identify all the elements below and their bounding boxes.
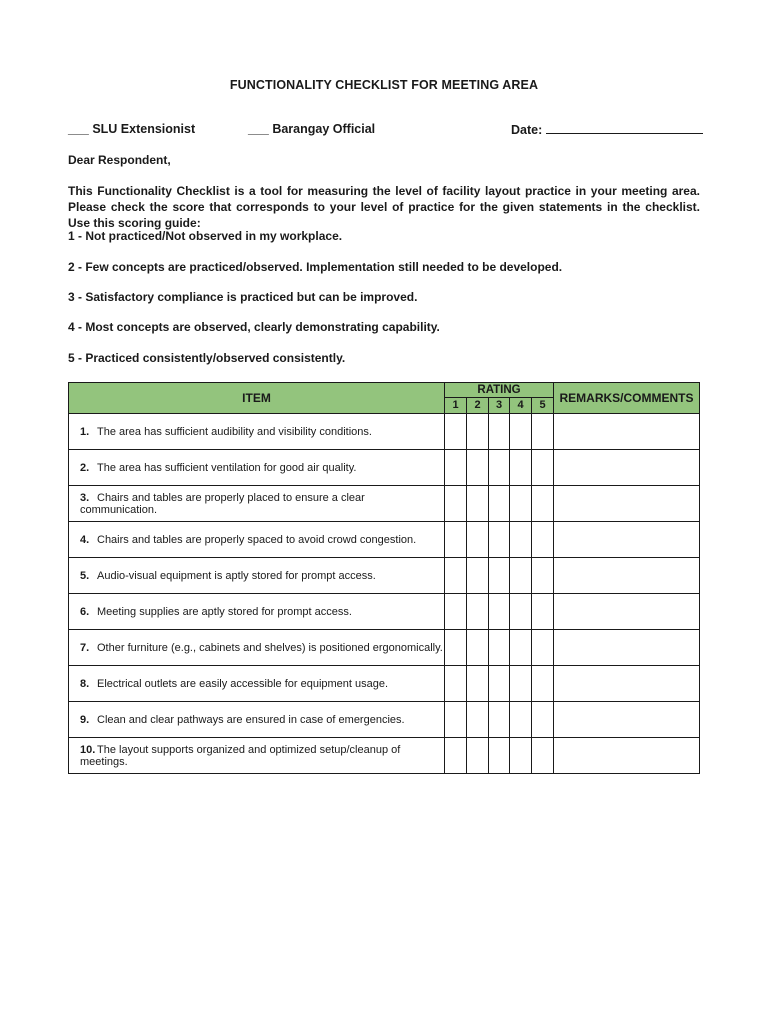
remarks-cell[interactable] <box>554 414 700 450</box>
item-cell <box>69 702 445 738</box>
rating-5-cell[interactable] <box>532 666 554 702</box>
item-cell <box>69 666 445 702</box>
table-row <box>69 666 700 702</box>
item-cell <box>69 522 445 558</box>
rating-4-cell[interactable] <box>510 414 532 450</box>
rating-3-cell[interactable] <box>489 702 510 738</box>
item-number: 2. <box>80 461 90 474</box>
scoring-guide-item: 2 - Few concepts are practiced/observed. Implementation still needed to be developed. <box>68 260 563 274</box>
item-cell <box>69 594 445 630</box>
rating-1-cell[interactable] <box>445 630 467 666</box>
rating-4-cell[interactable] <box>510 738 532 774</box>
rating-5-cell[interactable] <box>532 558 554 594</box>
intro-paragraph: This Functionality Checklist is a tool for measuring the level of facility layout practice in your meeting area. Please check the score that corresponds to your level of practice for the given statements in the checklist. Use this scoring guide: <box>68 184 700 230</box>
item-cell <box>69 558 445 594</box>
rating-2-cell[interactable] <box>467 450 489 486</box>
rating-1-cell[interactable] <box>445 738 467 774</box>
item-text: Chairs and tables are properly spaced to avoid crowd congestion. <box>97 533 417 546</box>
rating-5-cell[interactable] <box>532 450 554 486</box>
item-text: Electrical outlets are easily accessible for equipment usage. <box>97 677 389 690</box>
item-text: Audio-visual equipment is aptly stored for prompt access. <box>97 569 376 582</box>
rating-2-cell[interactable] <box>467 702 489 738</box>
rating-1-cell[interactable] <box>445 666 467 702</box>
rating-4-cell[interactable] <box>510 486 532 522</box>
rating-4-cell[interactable] <box>510 522 532 558</box>
item-number: 7. <box>80 641 90 654</box>
item-number: 10. <box>80 743 96 756</box>
rating-3-cell[interactable] <box>489 558 510 594</box>
table-row <box>69 486 700 522</box>
table-row <box>69 738 700 774</box>
rating-1-cell[interactable] <box>445 558 467 594</box>
slu-extensionist-option[interactable]: ___ SLU Extensionist <box>68 122 196 136</box>
item-text: Clean and clear pathways are ensured in case of emergencies. <box>97 713 405 726</box>
remarks-cell[interactable] <box>554 702 700 738</box>
remarks-column-header: REMARKS/COMMENTS <box>554 383 700 414</box>
item-text: The area has sufficient ventilation for good air quality. <box>97 461 357 474</box>
rating-1-header: 1 <box>445 398 467 414</box>
rating-3-cell[interactable] <box>489 630 510 666</box>
item-number: 5. <box>80 569 90 582</box>
rating-3-cell[interactable] <box>489 666 510 702</box>
remarks-cell[interactable] <box>554 666 700 702</box>
rating-4-cell[interactable] <box>510 558 532 594</box>
rating-1-cell[interactable] <box>445 522 467 558</box>
item-text: Meeting supplies are aptly stored for prompt access. <box>97 605 352 618</box>
table-row <box>69 594 700 630</box>
remarks-cell[interactable] <box>554 558 700 594</box>
table-row <box>69 414 700 450</box>
respondent-type-row <box>68 122 700 140</box>
date-field[interactable] <box>511 122 703 137</box>
rating-2-cell[interactable] <box>467 486 489 522</box>
rating-1-cell[interactable] <box>445 594 467 630</box>
rating-1-cell[interactable] <box>445 702 467 738</box>
rating-5-cell[interactable] <box>532 414 554 450</box>
item-text: Chairs and tables are properly placed to ensure a clear communication. <box>80 491 365 516</box>
table-row <box>69 522 700 558</box>
rating-3-header: 3 <box>489 398 510 414</box>
item-text: Other furniture (e.g., cabinets and shelves) is positioned ergonomically. <box>97 641 443 654</box>
rating-5-cell[interactable] <box>532 486 554 522</box>
barangay-official-option[interactable]: ___ Barangay Official <box>248 122 376 136</box>
scoring-guide-item: 1 - Not practiced/Not observed in my workplace. <box>68 229 343 243</box>
scoring-guide-item: 5 - Practiced consistently/observed consistently. <box>68 351 346 365</box>
item-cell <box>69 414 445 450</box>
table-row <box>69 450 700 486</box>
item-number: 8. <box>80 677 90 690</box>
rating-2-cell[interactable] <box>467 558 489 594</box>
rating-2-cell[interactable] <box>467 666 489 702</box>
table-row <box>69 702 700 738</box>
rating-4-cell[interactable] <box>510 594 532 630</box>
rating-1-cell[interactable] <box>445 486 467 522</box>
checklist-body <box>69 414 700 774</box>
table-row <box>69 558 700 594</box>
rating-5-cell[interactable] <box>532 630 554 666</box>
rating-3-cell[interactable] <box>489 414 510 450</box>
item-cell <box>69 630 445 666</box>
date-label: Date: <box>511 123 543 137</box>
item-cell <box>69 486 445 522</box>
item-number: 6. <box>80 605 90 618</box>
date-blank-line[interactable] <box>546 122 703 134</box>
rating-3-cell[interactable] <box>489 594 510 630</box>
item-number: 3. <box>80 491 90 504</box>
scoring-guide-item: 3 - Satisfactory compliance is practiced but can be improved. <box>68 290 418 304</box>
item-cell <box>69 738 445 774</box>
table-row <box>69 630 700 666</box>
checklist-table <box>68 382 700 774</box>
rating-3-cell[interactable] <box>489 486 510 522</box>
rating-2-cell[interactable] <box>467 522 489 558</box>
remarks-cell[interactable] <box>554 486 700 522</box>
remarks-cell[interactable] <box>554 738 700 774</box>
rating-1-cell[interactable] <box>445 414 467 450</box>
rating-3-cell[interactable] <box>489 450 510 486</box>
rating-2-cell[interactable] <box>467 594 489 630</box>
item-number: 9. <box>80 713 90 726</box>
document-title: FUNCTIONALITY CHECKLIST FOR MEETING AREA <box>229 78 539 92</box>
rating-4-cell[interactable] <box>510 666 532 702</box>
item-text: The area has sufficient audibility and visibility conditions. <box>97 425 372 438</box>
rating-column-header: RATING <box>445 383 554 398</box>
item-number: 1. <box>80 425 90 438</box>
rating-2-cell[interactable] <box>467 414 489 450</box>
item-text: The layout supports organized and optimized setup/cleanup of meetings. <box>80 743 401 768</box>
item-cell <box>69 450 445 486</box>
rating-5-cell[interactable] <box>532 522 554 558</box>
rating-4-header: 4 <box>510 398 532 414</box>
rating-5-cell[interactable] <box>532 738 554 774</box>
rating-2-header: 2 <box>467 398 489 414</box>
rating-2-cell[interactable] <box>467 738 489 774</box>
remarks-cell[interactable] <box>554 522 700 558</box>
rating-5-cell[interactable] <box>532 594 554 630</box>
remarks-cell[interactable] <box>554 630 700 666</box>
item-column-header: ITEM <box>69 383 445 414</box>
remarks-cell[interactable] <box>554 450 700 486</box>
rating-3-cell[interactable] <box>489 522 510 558</box>
rating-5-header: 5 <box>532 398 554 414</box>
rating-4-cell[interactable] <box>510 450 532 486</box>
rating-1-cell[interactable] <box>445 450 467 486</box>
rating-5-cell[interactable] <box>532 702 554 738</box>
rating-4-cell[interactable] <box>510 630 532 666</box>
remarks-cell[interactable] <box>554 594 700 630</box>
scoring-guide-item: 4 - Most concepts are observed, clearly demonstrating capability. <box>68 320 440 334</box>
salutation: Dear Respondent, <box>68 153 171 167</box>
rating-2-cell[interactable] <box>467 630 489 666</box>
item-number: 4. <box>80 533 90 546</box>
rating-4-cell[interactable] <box>510 702 532 738</box>
rating-3-cell[interactable] <box>489 738 510 774</box>
